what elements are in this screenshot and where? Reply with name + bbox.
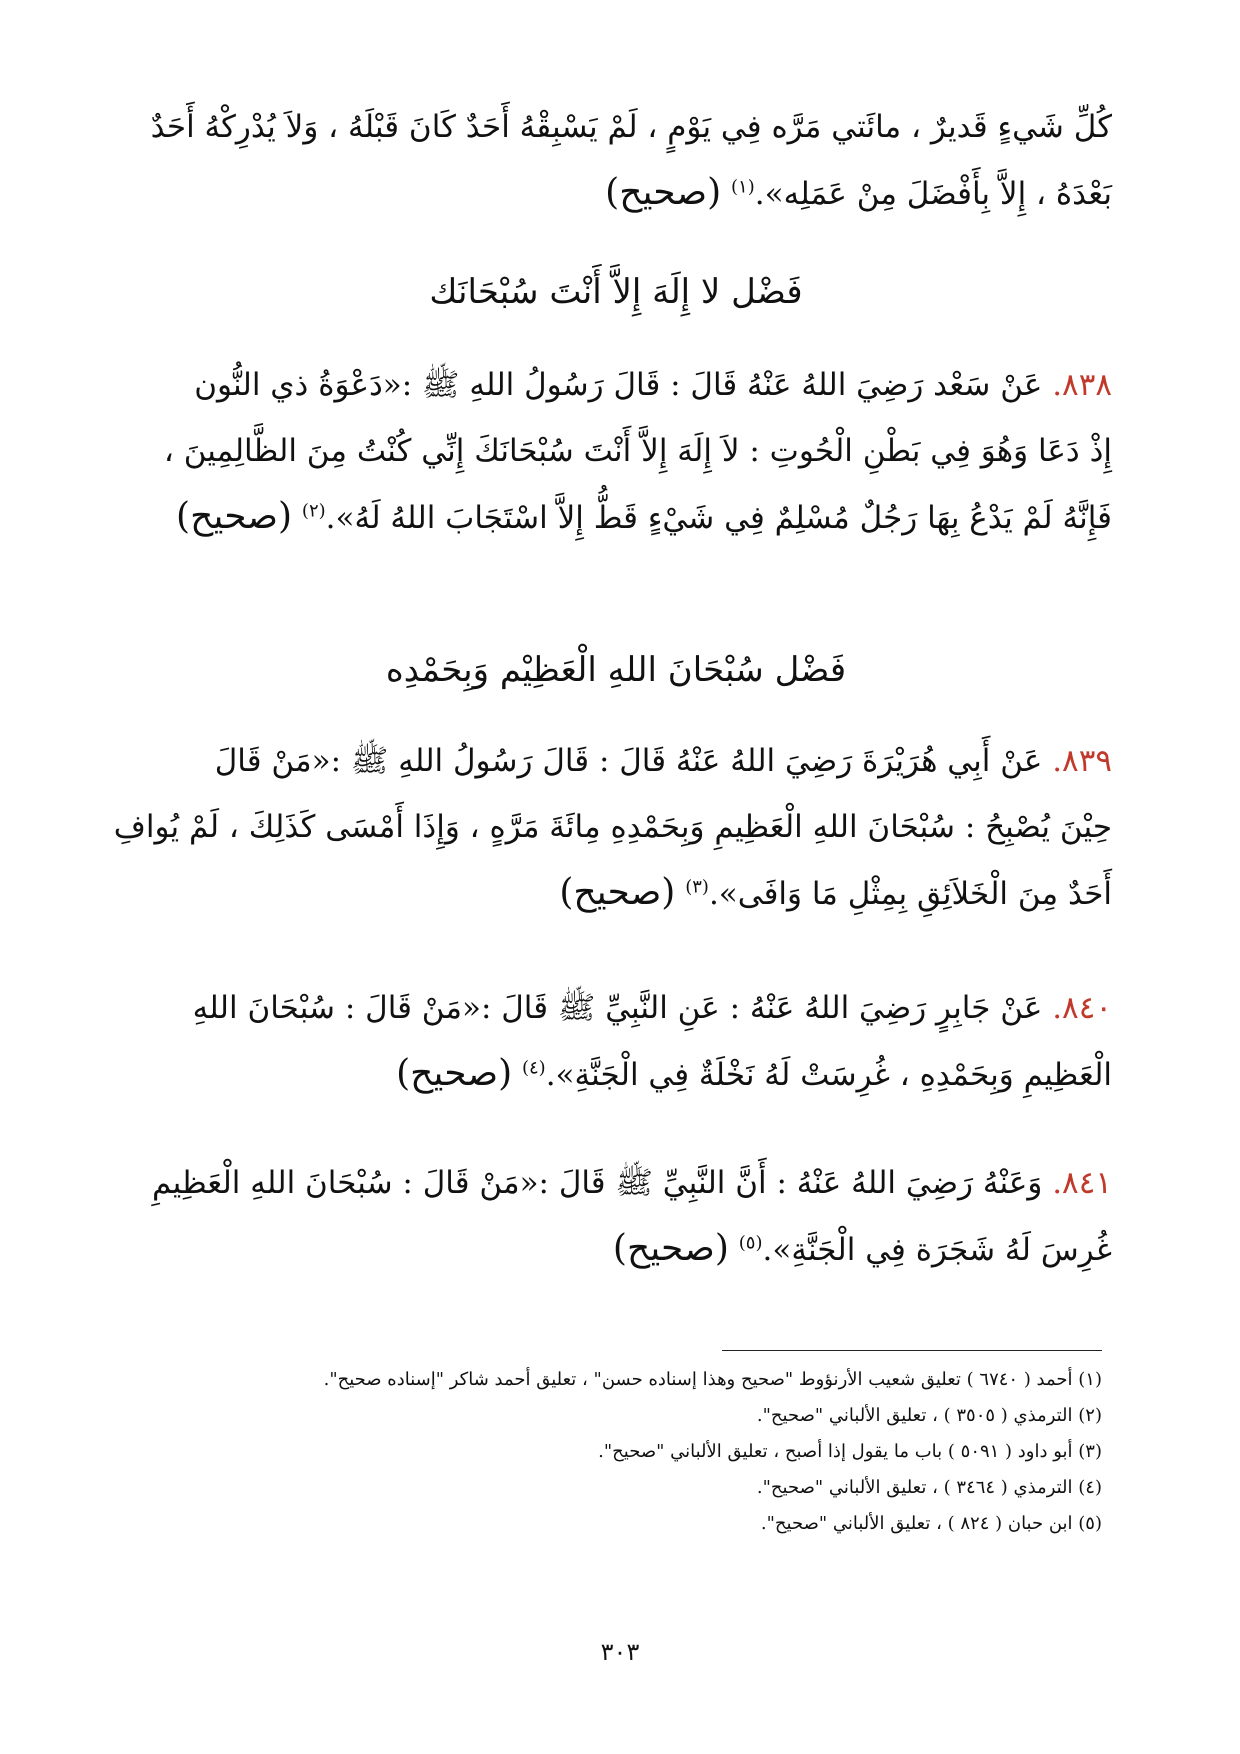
footnote: (١) أحمد ( ٦٧٤٠ ) تعليق شعيب الأرنؤوط "صحيح وهذا إسناده حسن" ، تعليق أحمد شاكر "إسناده صحيح". bbox=[323, 1369, 1102, 1390]
hadith-838 bbox=[120, 352, 1112, 550]
hadith-840 bbox=[120, 975, 1112, 1107]
text-line-last bbox=[120, 1216, 1112, 1282]
line-text-wrap bbox=[731, 176, 1112, 212]
section-heading: فَضْل سُبْحَانَ اللهِ الْعَظِيْم وَبِحَمْدِه bbox=[385, 650, 847, 690]
footnote-ref[interactable]: (١) bbox=[731, 176, 755, 198]
hadith-number: ٨٤١. bbox=[1052, 1165, 1112, 1201]
text-line-last bbox=[120, 860, 1112, 926]
line-text-wrap bbox=[302, 500, 1112, 536]
footnotes bbox=[120, 1362, 1102, 1542]
grade-label: (صحيح) bbox=[612, 1228, 729, 1269]
hadith-841 bbox=[120, 1150, 1112, 1282]
text-line: عَنْ أَبِي هُرَيْرَةَ رَضِيَ اللهُ عَنْهُ قَالَ : قَالَ رَسُولُ اللهِ ﷺ :«مَنْ قَالَ bbox=[214, 743, 1043, 779]
hadith-number: ٨٣٩. bbox=[1052, 743, 1112, 779]
text-line-last bbox=[120, 484, 1112, 550]
text-line: عَنْ سَعْد رَضِيَ اللهُ عَنْهُ قَالَ : قَالَ رَسُولُ اللهِ ﷺ :«دَعْوَةُ ذي النُّون bbox=[194, 367, 1043, 403]
text-line-first bbox=[120, 352, 1112, 418]
grade-label: (صحيح) bbox=[396, 1053, 513, 1094]
text-line: أَحَدٌ مِنَ الْخَلاَئِقِ بِمِثْلِ مَا وَافَى». bbox=[708, 876, 1112, 912]
grade-label: (صحيح) bbox=[605, 172, 722, 213]
hadith-continuation bbox=[120, 94, 1112, 226]
hadith-839 bbox=[113, 728, 1112, 926]
text-line: عَنْ جَابِرٍ رَضِيَ اللهُ عَنْهُ : عَنِ النَّبِيِّ ﷺ قَالَ :«مَنْ قَالَ : سُبْحَانَ اللهِ bbox=[192, 990, 1043, 1026]
text-line: إِذْ دَعَا وَهُوَ فِي بَطْنِ الْحُوتِ : لاَ إِلَهَ إِلاَّ أَنْتَ سُبْحَانَكَ إِنِّي كُنْتُ مِنَ الظَّالِمِينَ ، bbox=[163, 433, 1112, 469]
footnote-ref[interactable]: (٢) bbox=[301, 500, 326, 522]
line-text-wrap bbox=[739, 1232, 1112, 1268]
footnote-ref[interactable]: (٥) bbox=[738, 1232, 763, 1254]
footnote-divider bbox=[722, 1350, 1102, 1351]
footnote: (٤) الترمذي ( ٣٤٦٤ ) ، تعليق الألباني "صحيح". bbox=[756, 1477, 1102, 1498]
hadith-number: ٨٣٨. bbox=[1052, 367, 1112, 403]
text-line-last bbox=[120, 1041, 1112, 1107]
grade-label: (صحيح) bbox=[176, 496, 293, 537]
page-number: ٣٠٣ bbox=[600, 1638, 640, 1666]
text-line: فَإِنَّهُ لَمْ يَدْعُ بِهَا رَجُلٌ مُسْلِمٌ فِي شَيْءٍ قَطُّ إِلاَّ اسْتَجَابَ اللهُ لَهُ». bbox=[325, 500, 1112, 536]
text-line-first bbox=[120, 1150, 1112, 1216]
text-line: وَعَنْهُ رَضِيَ اللهُ عَنْهُ : أَنَّ النَّبِيِّ ﷺ قَالَ :«مَنْ قَالَ : سُبْحَانَ اللهِ الْعَظِيمِ bbox=[151, 1165, 1043, 1201]
section-heading: فَضْل لا إِلَهَ إِلاَّ أَنْتَ سُبْحَانَك bbox=[429, 272, 803, 312]
line-text-wrap bbox=[522, 1057, 1112, 1093]
footnote: (٢) الترمذي ( ٣٥٠٥ ) ، تعليق الألباني "صحيح". bbox=[756, 1405, 1102, 1426]
text-line-last bbox=[120, 160, 1112, 226]
text-line: بَعْدَهُ ، إِلاَّ بِأَفْضَلَ مِنْ عَمَلِه». bbox=[754, 176, 1112, 212]
text-line-first bbox=[120, 975, 1112, 1041]
footnote-ref[interactable]: (٣) bbox=[685, 876, 709, 898]
grade-label: (صحيح) bbox=[559, 872, 676, 913]
footnote-ref[interactable]: (٤) bbox=[521, 1057, 546, 1079]
text-line: حِيْنَ يُصْبِحُ : سُبْحَانَ اللهِ الْعَظِيمِ وَبِحَمْدِهِ مِائَةَ مَرَّهٍ ، وَإِذَا أَمْسَى كَذَلِكَ ، لَمْ يُوافِ bbox=[113, 809, 1112, 845]
text-line: الْعَظِيمِ وَبِحَمْدِهِ ، غُرِسَتْ لَهُ نَخْلَةٌ فِي الْجَنَّةِ». bbox=[545, 1057, 1112, 1093]
footnote: (٥) ابن حبان ( ٨٢٤ ) ، تعليق الألباني "صحيح". bbox=[760, 1513, 1102, 1534]
footnote: (٣) أبو داود ( ٥٠٩١ ) باب ما يقول إذا أصبح ، تعليق الألباني "صحيح". bbox=[598, 1441, 1102, 1462]
line-text-wrap bbox=[685, 876, 1112, 912]
text-line-first bbox=[120, 728, 1112, 794]
hadith-number: ٨٤٠. bbox=[1052, 990, 1112, 1026]
text-line: كُلِّ شَيءٍ قَديرٌ ، مائَتي مَرَّه فِي يَوْمٍ ، لَمْ يَسْبِقْهُ أَحَدٌ كَانَ قَبْلَهُ ، وَلاَ يُدْرِكْهُ أَحَدٌ bbox=[150, 109, 1112, 145]
text-line: غُرِسَ لَهُ شَجَرَة فِي الْجَنَّةِ». bbox=[762, 1232, 1112, 1268]
